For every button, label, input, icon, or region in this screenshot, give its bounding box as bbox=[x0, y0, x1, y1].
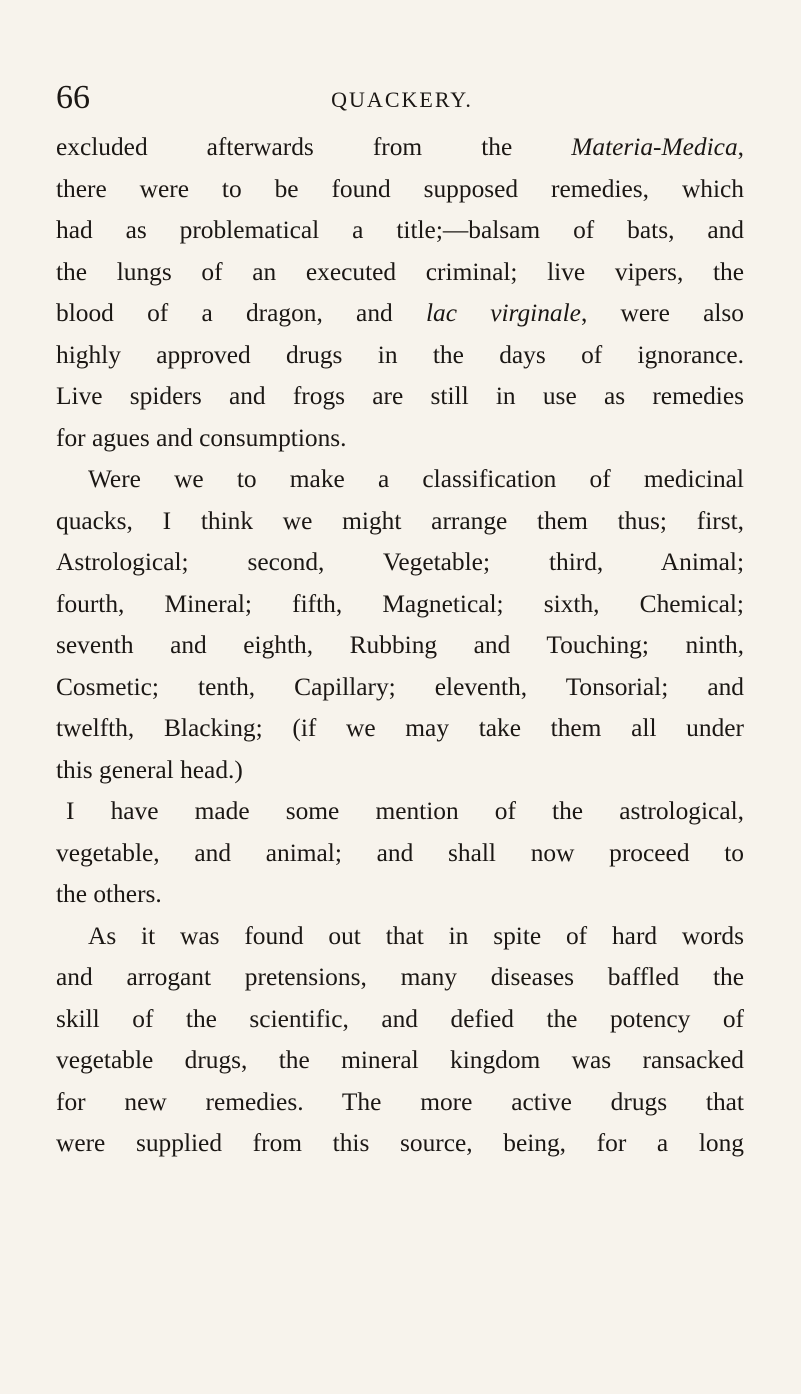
body-text bbox=[56, 127, 744, 1165]
text-run: quacks, I think we might arrange them thus; first, bbox=[56, 506, 744, 535]
text-line bbox=[56, 916, 744, 958]
text-line bbox=[56, 667, 744, 709]
italic-text: lac virginale bbox=[425, 299, 581, 327]
text-run: seventh and eighth, Rubbing and Touching; ninth, bbox=[56, 631, 744, 659]
text-run: , were also bbox=[580, 299, 744, 327]
text-run: this general head.) bbox=[56, 755, 243, 784]
text-line bbox=[56, 999, 744, 1041]
text-run: vegetable drugs, the mineral kingdom was ransacked bbox=[56, 1046, 744, 1074]
text-line bbox=[56, 957, 744, 999]
text-run: skill of the scientific, and defied the potency of bbox=[56, 1004, 744, 1033]
text-run: , bbox=[737, 133, 744, 161]
page-number: 66 bbox=[56, 79, 90, 116]
text-line bbox=[56, 169, 744, 211]
text-line bbox=[56, 418, 744, 460]
italic-text: Materia-Medica bbox=[571, 133, 738, 161]
text-run: there were to be found supposed remedies, which bbox=[56, 174, 744, 203]
text-line bbox=[56, 335, 744, 377]
text-run: excluded afterwards from the bbox=[56, 133, 572, 161]
text-line bbox=[56, 625, 744, 667]
text-line bbox=[56, 708, 744, 750]
text-line bbox=[56, 584, 744, 626]
text-run: Cosmetic; tenth, Capillary; eleventh, Tonsorial; and bbox=[56, 672, 744, 701]
page-header bbox=[52, 78, 752, 122]
text-line bbox=[56, 750, 744, 792]
text-run: the others. bbox=[56, 880, 162, 908]
text-run: Were we to make a classification of medicinal bbox=[88, 465, 744, 493]
text-run: I have made some mention of the astrological, bbox=[66, 797, 744, 825]
text-line bbox=[56, 459, 744, 501]
text-run: vegetable, and animal; and shall now proceed to bbox=[56, 838, 744, 867]
text-run: and arrogant pretensions, many diseases baffled the bbox=[56, 963, 744, 991]
text-line bbox=[56, 791, 744, 833]
text-line bbox=[56, 874, 744, 916]
text-run: As it was found out that in spite of hard words bbox=[88, 921, 744, 950]
text-run: Live spiders and frogs are still in use as remedies bbox=[56, 382, 744, 410]
text-run: were supplied from this source, being, for a long bbox=[56, 1129, 744, 1157]
running-head: QUACKERY. bbox=[331, 87, 473, 112]
text-line bbox=[56, 1123, 744, 1165]
text-line bbox=[56, 127, 744, 169]
text-line bbox=[56, 501, 744, 543]
text-line bbox=[56, 252, 744, 294]
text-line bbox=[56, 833, 744, 875]
text-line bbox=[56, 542, 744, 584]
text-run: for agues and consumptions. bbox=[56, 423, 347, 452]
text-line bbox=[56, 376, 744, 418]
text-line bbox=[56, 1082, 744, 1124]
text-run: for new remedies. The more active drugs that bbox=[56, 1087, 744, 1116]
text-line bbox=[56, 293, 744, 335]
text-run: the lungs of an executed criminal; live vipers, the bbox=[56, 257, 744, 286]
text-run: highly approved drugs in the days of ignorance. bbox=[56, 340, 744, 369]
text-line bbox=[56, 1040, 744, 1082]
text-run: twelfth, Blacking; (if we may take them all under bbox=[56, 714, 744, 742]
text-run: fourth, Mineral; fifth, Magnetical; sixth, Chemical; bbox=[56, 589, 744, 618]
text-run: had as problematical a title;—balsam of bats, and bbox=[56, 216, 744, 244]
text-run: blood of a dragon, and bbox=[56, 299, 426, 327]
text-line bbox=[56, 210, 744, 252]
text-run: Astrological; second, Vegetable; third, Animal; bbox=[56, 548, 744, 576]
